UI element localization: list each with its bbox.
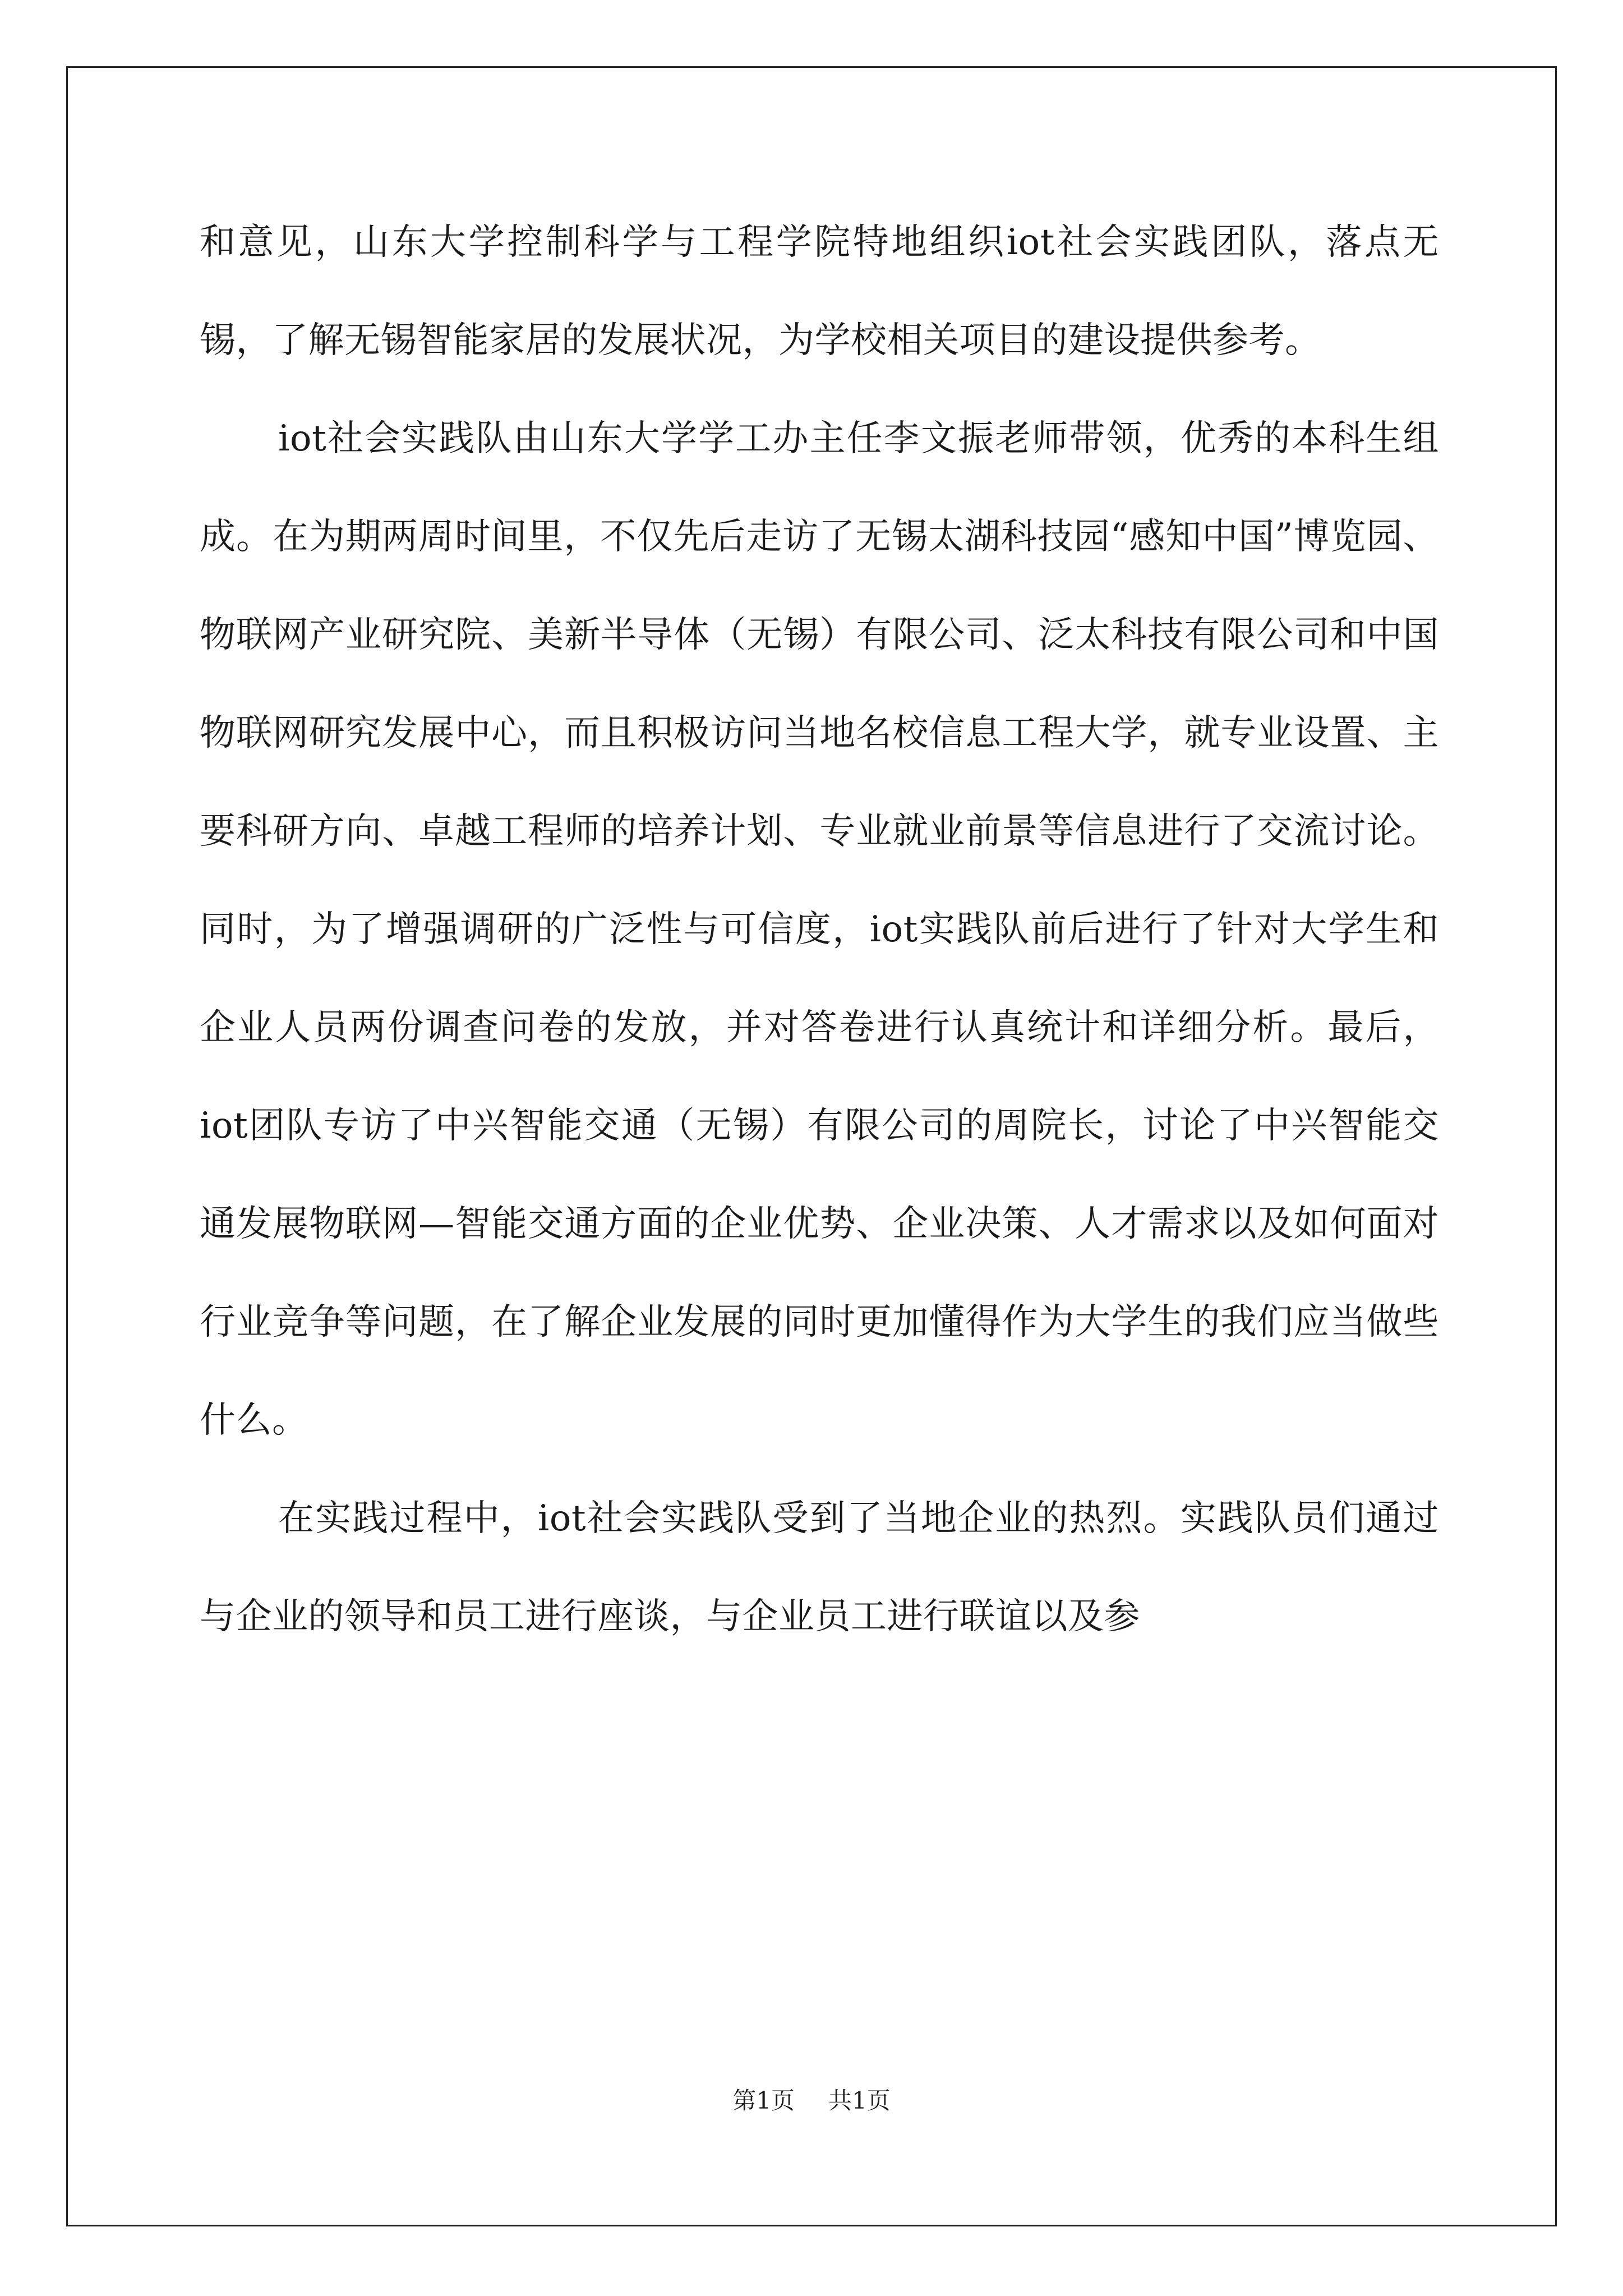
page-footer <box>0 2084 1623 2118</box>
page-total: 共1页 <box>828 2087 891 2114</box>
page-number: 第1页 <box>732 2087 795 2114</box>
paragraph-3: 在实践过程中，iot社会实践队受到了当地企业的热烈。实践队员们通过与企业的领导和员工进行座谈，与企业员工进行联谊以及参 <box>200 1498 1439 1637</box>
paragraph-2: iot社会实践队由山东大学学工办主任李文振老师带领，优秀的本科生组成。在为期两周时间里，不仅先后走访了无锡太湖科技园“感知中国”博览园、物联网产业研究院、美新半导体（无锡）有限公司、泛太科技有限公司和中国物联网研究发展中心，而且积极访问当地名校信息工程大学，就专业设置、主要科研方向、卓越工程师的培养计划、专业就业前景等信息进行了交流讨论。同时，为了增强调研的广泛性与可信度，iot实践队前后进行了针对大学生和企业人员两份调查问卷的发放，并对答卷进行认真统计和详细分析。最后，iot团队专访了中兴智能交通（无锡）有限公司的周院长，讨论了中兴智能交通发展物联网—智能交通方面的企业优势、企业决策、人才需求以及如何面对行业竞争等问题，在了解企业发展的同时更加懂得作为大学生的我们应当做些什么。 <box>200 418 1439 1441</box>
document-body <box>200 194 1439 1666</box>
paragraph-1: 和意见，山东大学控制科学与工程学院特地组织iot社会实践团队，落点无锡，了解无锡智能家居的发展状况，为学校相关项目的建设提供参考。 <box>200 222 1439 361</box>
